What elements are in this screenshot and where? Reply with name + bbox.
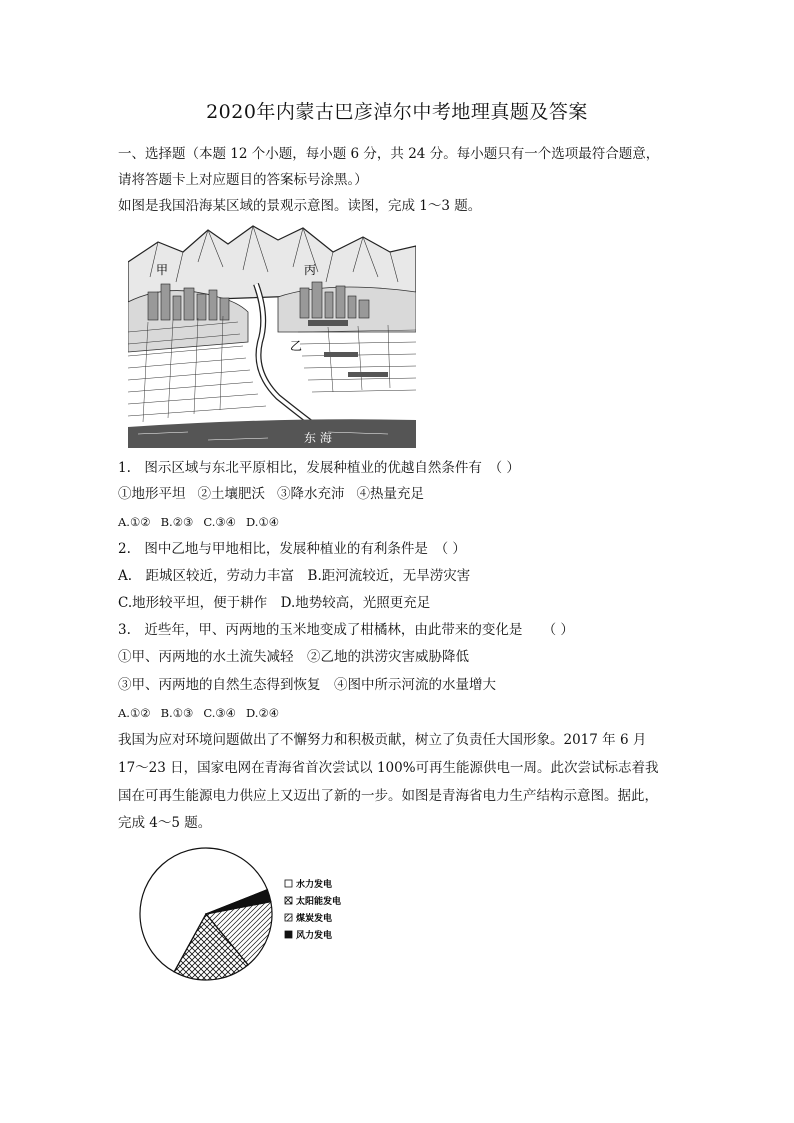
q1-options <box>118 513 289 531</box>
legend-label-wind: 风力发电 <box>296 931 333 941</box>
q1-condition-2: ②土壤肥沃 <box>197 486 265 502</box>
q3-statements-1-2: ①甲、丙两地的水土流失减轻 ②乙地的洪涝灾害威胁降低 <box>118 649 469 665</box>
q1-conditions <box>118 485 436 503</box>
q3-option-d: D.②④ <box>246 706 280 720</box>
legend-item-solar <box>285 895 341 907</box>
coastal-landscape-figure <box>128 222 416 448</box>
label-jia: 甲 <box>156 263 169 277</box>
pie-slices <box>140 848 272 980</box>
passage-line1: 我国为应对环境问题做出了不懈努力和积极贡献，树立了负责任大国形象。2017 年 6 月 <box>118 732 647 748</box>
q2-options-cd: C.地形较平坦，便于耕作 D.地势较高，光照更充足 <box>118 595 431 611</box>
q1-condition-4: ④热量充足 <box>356 486 424 502</box>
q1-stem: 1. 图示区域与东北平原相比，发展种植业的优越自然条件有 （ ） <box>118 460 520 476</box>
pie-legend <box>285 878 341 941</box>
passage-line2: 17～23 日，国家电网在青海省首次尝试以 100%可再生能源供电一周。此次尝试标志着我 <box>118 760 659 776</box>
legend-label-solar: 太阳能发电 <box>296 897 342 907</box>
legend-label-coal: 煤炭发电 <box>296 914 333 924</box>
legend-item-wind <box>285 929 332 941</box>
label-bing: 丙 <box>304 263 317 277</box>
q1-option-b: B.②③ <box>160 515 194 529</box>
legend-item-hydro <box>285 878 332 890</box>
qinghai-power-structure-pie <box>138 840 358 990</box>
q1-option-c: C.③④ <box>203 515 236 529</box>
legend-item-coal <box>285 912 332 924</box>
section-instructions-line1: 一、选择题（本题 12 个小题，每小题 6 分，共 24 分。每小题只有一个选项最符合题意， <box>118 146 660 162</box>
passage-line3: 国在可再生能源电力供应上又迈出了新的一步。如图是青海省电力生产结构示意图。据此， <box>118 788 658 804</box>
q1-condition-1: ①地形平坦 <box>118 486 186 502</box>
q3-option-c: C.③④ <box>203 706 236 720</box>
section-instructions-line2: 请将答题卡上对应题目的答案标号涂黑。） <box>118 172 368 188</box>
q3-options <box>118 704 289 722</box>
q3-statements-3-4: ③甲、丙两地的自然生态得到恢复 ④图中所示河流的水量增大 <box>118 677 496 693</box>
q2-stem: 2. 图中乙地与甲地相比，发展种植业的有利条件是 （ ） <box>118 541 466 557</box>
q3-option-b: B.①③ <box>160 706 194 720</box>
label-east-sea: 东 海 <box>304 431 332 445</box>
passage-line4: 完成 4～5 题。 <box>118 815 212 831</box>
q3-stem: 3. 近些年，甲、丙两地的玉米地变成了柑橘林，由此带来的变化是 （ ） <box>118 622 574 638</box>
q1-option-a: A.①② <box>118 515 151 529</box>
legend-label-hydro: 水力发电 <box>296 880 333 890</box>
label-yi: 乙 <box>290 339 303 353</box>
q2-options-ab: A. 距城区较近，劳动力丰富 B.距河流较近，无旱涝灾害 <box>118 568 471 584</box>
q1-condition-3: ③降水充沛 <box>277 486 345 502</box>
q1-option-d: D.①④ <box>246 515 280 529</box>
intro-questions-1-3: 如图是我国沿海某区域的景观示意图。读图，完成 1～3 题。 <box>118 198 482 214</box>
page-title: 2020年内蒙古巴彦淖尔中考地理真题及答案 <box>206 101 588 123</box>
q3-option-a: A.①② <box>118 706 151 720</box>
